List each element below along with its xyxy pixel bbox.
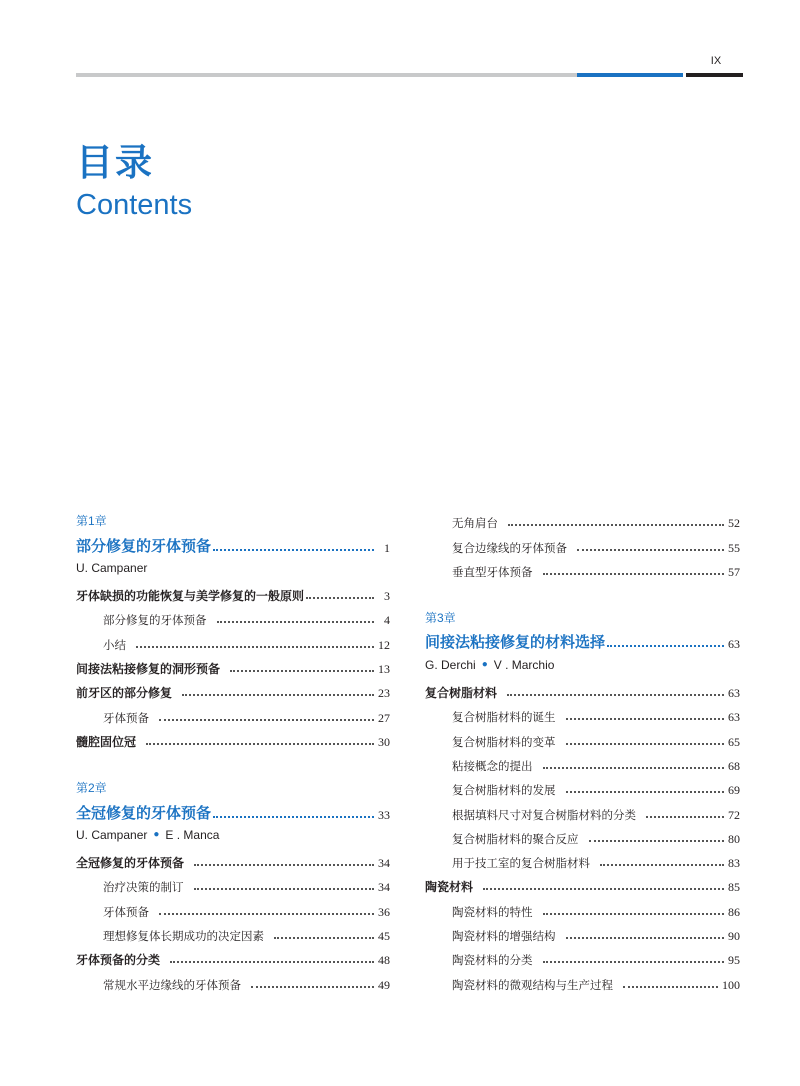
page-ref: 13 bbox=[378, 662, 390, 677]
toc-entry[interactable] bbox=[76, 968, 390, 992]
dot-leader bbox=[194, 864, 374, 866]
entry-title: 根据填料尺寸对复合树脂材料的分类 bbox=[452, 807, 636, 822]
dot-leader bbox=[600, 864, 724, 866]
page-title-chinese: 目录 bbox=[76, 141, 154, 184]
toc-chapter-title-row[interactable] bbox=[76, 798, 390, 822]
dot-leader bbox=[623, 986, 718, 988]
page-ref: 95 bbox=[728, 953, 740, 968]
author-name: V . Marchio bbox=[493, 657, 555, 672]
dot-leader bbox=[251, 986, 374, 988]
toc-entry[interactable] bbox=[425, 774, 740, 798]
page-ref: 90 bbox=[728, 929, 740, 944]
dot-leader bbox=[577, 549, 724, 551]
dot-leader bbox=[136, 646, 374, 648]
entry-title: 牙体预备 bbox=[103, 904, 149, 919]
entry-title: 间接法粘接修复的洞形预备 bbox=[76, 662, 221, 677]
page-ref: 36 bbox=[378, 904, 390, 919]
page-ref: 69 bbox=[728, 783, 740, 798]
toc-entry[interactable] bbox=[425, 531, 740, 555]
dot-leader bbox=[194, 888, 375, 890]
page-ref: 34 bbox=[378, 880, 390, 895]
entry-title: 前牙区的部分修复 bbox=[76, 686, 173, 701]
toc-entry[interactable] bbox=[425, 798, 740, 822]
page-ref: 57 bbox=[728, 564, 740, 579]
entry-title: 复合树脂材料的变革 bbox=[452, 734, 556, 749]
dot-leader bbox=[543, 767, 725, 769]
page-ref: 68 bbox=[728, 758, 740, 773]
toc-entry[interactable] bbox=[425, 507, 740, 531]
dot-leader bbox=[146, 743, 374, 745]
entry-title: 复合树脂材料 bbox=[425, 686, 498, 701]
entry-title: 髓腔固位冠 bbox=[76, 734, 137, 749]
dot-leader bbox=[566, 718, 725, 720]
toc-entry[interactable] bbox=[76, 726, 390, 750]
dot-leader bbox=[213, 816, 374, 818]
entry-title: 用于技工室的复合树脂材料 bbox=[452, 856, 590, 871]
page-ref: 23 bbox=[378, 686, 390, 701]
dot-leader bbox=[159, 913, 374, 915]
chapter-label: 第2章 bbox=[76, 781, 107, 796]
dot-leader bbox=[543, 573, 725, 575]
page-ref: 49 bbox=[378, 977, 390, 992]
chapter-title: 间接法粘接修复的材料选择 bbox=[425, 633, 606, 652]
toc-entry[interactable] bbox=[76, 871, 390, 895]
dot-leader bbox=[543, 961, 725, 963]
chapter-title: 全冠修复的牙体预备 bbox=[76, 803, 212, 822]
dot-leader bbox=[543, 913, 725, 915]
page-number: IX bbox=[710, 55, 722, 67]
toc-column-right bbox=[425, 507, 740, 993]
page-ref: 86 bbox=[728, 904, 740, 919]
chapter-label: 第1章 bbox=[76, 514, 107, 529]
page-ref: 80 bbox=[728, 831, 740, 846]
toc-entry[interactable] bbox=[425, 701, 740, 725]
dot-leader bbox=[170, 961, 374, 963]
entry-title: 无角肩台 bbox=[452, 516, 498, 531]
dot-leader bbox=[607, 645, 724, 647]
entry-title: 治疗决策的制订 bbox=[103, 880, 184, 895]
dot-leader bbox=[508, 524, 724, 526]
dot-leader bbox=[589, 840, 725, 842]
header-rule-black bbox=[686, 73, 743, 77]
entry-title: 牙体缺损的功能恢复与美学修复的一般原则 bbox=[76, 589, 305, 604]
dot-leader bbox=[306, 597, 374, 599]
toc-chapter-title-row[interactable] bbox=[425, 628, 740, 652]
toc-entry[interactable] bbox=[76, 677, 390, 701]
page-ref: 4 bbox=[384, 613, 390, 628]
page-ref: 63 bbox=[728, 686, 740, 701]
entry-title: 牙体预备 bbox=[103, 710, 149, 725]
toc-entry[interactable] bbox=[425, 725, 740, 749]
toc-entry[interactable] bbox=[425, 871, 740, 895]
entry-title: 复合边缘线的牙体预备 bbox=[452, 540, 567, 555]
page-ref: 3 bbox=[384, 589, 390, 604]
entry-title: 复合树脂材料的诞生 bbox=[452, 710, 556, 725]
page-ref: 65 bbox=[728, 734, 740, 749]
header-rule-blue bbox=[577, 73, 683, 77]
entry-title: 牙体预备的分类 bbox=[76, 953, 161, 968]
toc-entry[interactable] bbox=[425, 968, 740, 992]
entry-title: 常规水平边缘线的牙体预备 bbox=[103, 977, 241, 992]
toc-entry[interactable] bbox=[425, 895, 740, 919]
entry-title: 全冠修复的牙体预备 bbox=[76, 856, 185, 871]
page-ref: 27 bbox=[378, 710, 390, 725]
toc-entry[interactable] bbox=[76, 895, 390, 919]
toc-entry[interactable] bbox=[425, 944, 740, 968]
entry-title: 粘接概念的提出 bbox=[452, 758, 533, 773]
toc-entry[interactable] bbox=[76, 580, 390, 604]
dot-leader bbox=[213, 549, 374, 551]
toc-entry[interactable] bbox=[425, 823, 740, 847]
toc-entry[interactable] bbox=[425, 750, 740, 774]
dot-leader bbox=[483, 888, 724, 890]
dot-leader bbox=[182, 694, 374, 696]
entry-title: 陶瓷材料 bbox=[425, 880, 474, 895]
toc-entry[interactable] bbox=[76, 847, 390, 871]
page-ref: 30 bbox=[378, 734, 390, 749]
dot-leader bbox=[274, 937, 374, 939]
page-ref: 83 bbox=[728, 856, 740, 871]
page-title-english: Contents bbox=[76, 189, 193, 221]
page-ref: 33 bbox=[378, 807, 390, 822]
chapter-authors bbox=[425, 652, 740, 676]
dot-leader bbox=[646, 816, 724, 818]
entry-title: 垂直型牙体预备 bbox=[452, 564, 533, 579]
dot-leader bbox=[566, 791, 725, 793]
dot-leader bbox=[507, 694, 724, 696]
entry-title: 部分修复的牙体预备 bbox=[103, 613, 207, 628]
page-ref: 100 bbox=[722, 977, 740, 992]
page-ref: 12 bbox=[378, 637, 390, 652]
toc-entry[interactable] bbox=[76, 604, 390, 628]
author-name: U. Campaner bbox=[76, 560, 148, 575]
toc-entry[interactable] bbox=[76, 628, 390, 652]
entry-title: 小结 bbox=[103, 637, 126, 652]
entry-title: 陶瓷材料的增强结构 bbox=[452, 929, 556, 944]
entry-title: 复合树脂材料的聚合反应 bbox=[452, 831, 579, 846]
toc-chapter-title-row[interactable] bbox=[76, 531, 390, 555]
toc-entry[interactable] bbox=[425, 556, 740, 580]
entry-title: 陶瓷材料的特性 bbox=[452, 904, 533, 919]
page-ref: 63 bbox=[728, 710, 740, 725]
author-name: U. Campaner bbox=[76, 827, 148, 842]
dot-leader bbox=[230, 670, 374, 672]
header-rule-gray bbox=[76, 73, 577, 77]
page-ref: 72 bbox=[728, 807, 740, 822]
page-ref: 63 bbox=[728, 637, 740, 652]
chapter-authors bbox=[76, 556, 390, 580]
author-name: E . Manca bbox=[165, 827, 220, 842]
page-ref: 48 bbox=[378, 953, 390, 968]
dot-leader bbox=[566, 937, 725, 939]
chapter-authors bbox=[76, 823, 390, 847]
toc-column-left bbox=[76, 507, 390, 993]
dot-leader bbox=[159, 719, 374, 721]
page-ref: 34 bbox=[378, 856, 390, 871]
toc-entry[interactable] bbox=[76, 653, 390, 677]
entry-title: 陶瓷材料的分类 bbox=[452, 953, 533, 968]
dot-leader bbox=[217, 621, 375, 623]
chapter-title: 部分修复的牙体预备 bbox=[76, 536, 212, 555]
author-separator-bullet: ● bbox=[481, 659, 488, 671]
page-ref: 52 bbox=[728, 516, 740, 531]
page-ref: 85 bbox=[728, 880, 740, 895]
page-ref: 1 bbox=[384, 540, 390, 555]
toc-entry[interactable] bbox=[425, 847, 740, 871]
page-ref: 45 bbox=[378, 929, 390, 944]
toc-entry[interactable] bbox=[425, 920, 740, 944]
toc-entry[interactable] bbox=[76, 701, 390, 725]
entry-title: 理想修复体长期成功的决定因素 bbox=[103, 929, 264, 944]
entry-title: 复合树脂材料的发展 bbox=[452, 783, 556, 798]
page-ref: 55 bbox=[728, 540, 740, 555]
author-separator-bullet: ● bbox=[153, 829, 160, 841]
author-name: G. Derchi bbox=[425, 657, 476, 672]
chapter-label: 第3章 bbox=[425, 611, 456, 626]
toc-entry[interactable] bbox=[76, 920, 390, 944]
entry-title: 陶瓷材料的微观结构与生产过程 bbox=[452, 977, 613, 992]
dot-leader bbox=[566, 743, 725, 745]
toc-entry[interactable] bbox=[76, 944, 390, 968]
toc-entry[interactable] bbox=[425, 677, 740, 701]
